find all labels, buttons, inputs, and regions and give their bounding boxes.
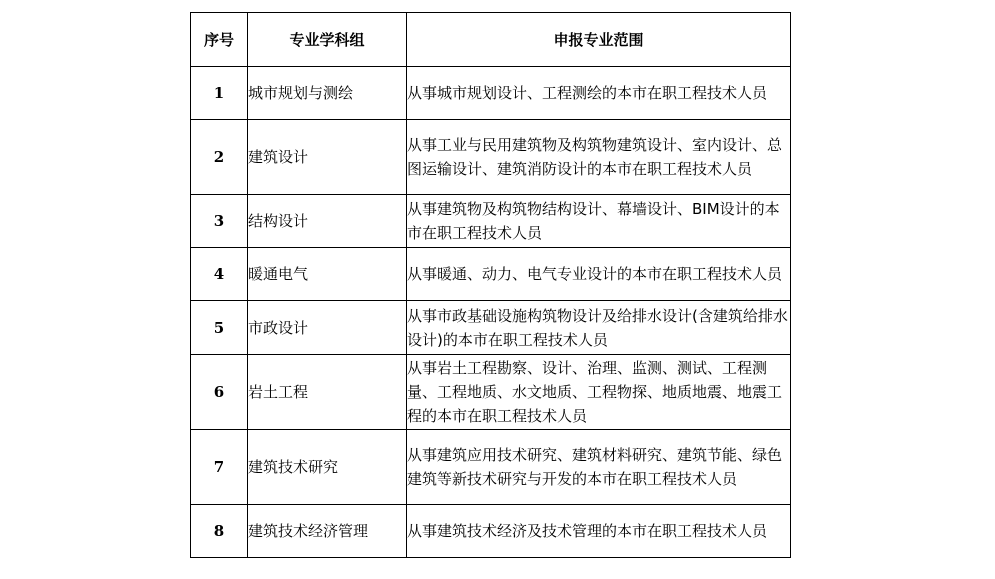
document-sheet: [190, 12, 790, 558]
row-group: 城市规划与测绘: [248, 67, 407, 120]
row-number: 8: [191, 505, 248, 558]
header-group: 专业学科组: [248, 13, 407, 67]
row-group: 暖通电气: [248, 248, 407, 301]
table-row: [191, 248, 791, 301]
table-row: [191, 355, 791, 430]
row-group: 建筑设计: [248, 120, 407, 195]
row-scope: 从事建筑物及构筑物结构设计、幕墙设计、BIM设计的本市在职工程技术人员: [407, 195, 791, 248]
table-row: [191, 301, 791, 355]
table-header-row: [191, 13, 791, 67]
table-row: [191, 120, 791, 195]
row-number: 6: [191, 355, 248, 430]
table-row: [191, 195, 791, 248]
row-scope: 从事岩土工程勘察、设计、治理、监测、测试、工程测量、工程地质、水文地质、工程物探、地质地震、地震工程的本市在职工程技术人员: [407, 355, 791, 430]
row-scope: 从事市政基础设施构筑物设计及给排水设计(含建筑给排水设计)的本市在职工程技术人员: [407, 301, 791, 355]
row-scope: 从事城市规划设计、工程测绘的本市在职工程技术人员: [407, 67, 791, 120]
header-no: 序号: [191, 13, 248, 67]
row-scope: 从事工业与民用建筑物及构筑物建筑设计、室内设计、总图运输设计、建筑消防设计的本市在职工程技术人员: [407, 120, 791, 195]
header-scope: 申报专业范围: [407, 13, 791, 67]
row-number: 3: [191, 195, 248, 248]
row-number: 7: [191, 430, 248, 505]
table-row: [191, 430, 791, 505]
row-group: 建筑技术研究: [248, 430, 407, 505]
row-scope: 从事建筑应用技术研究、建筑材料研究、建筑节能、绿色建筑等新技术研究与开发的本市在职工程技术人员: [407, 430, 791, 505]
table-row: [191, 67, 791, 120]
row-number: 2: [191, 120, 248, 195]
row-group: 建筑技术经济管理: [248, 505, 407, 558]
row-group: 结构设计: [248, 195, 407, 248]
table-row: [191, 505, 791, 558]
row-number: 1: [191, 67, 248, 120]
row-scope: 从事暖通、动力、电气专业设计的本市在职工程技术人员: [407, 248, 791, 301]
row-number: 5: [191, 301, 248, 355]
row-scope: 从事建筑技术经济及技术管理的本市在职工程技术人员: [407, 505, 791, 558]
specialty-table: [190, 12, 791, 558]
row-group: 市政设计: [248, 301, 407, 355]
row-number: 4: [191, 248, 248, 301]
row-group: 岩土工程: [248, 355, 407, 430]
